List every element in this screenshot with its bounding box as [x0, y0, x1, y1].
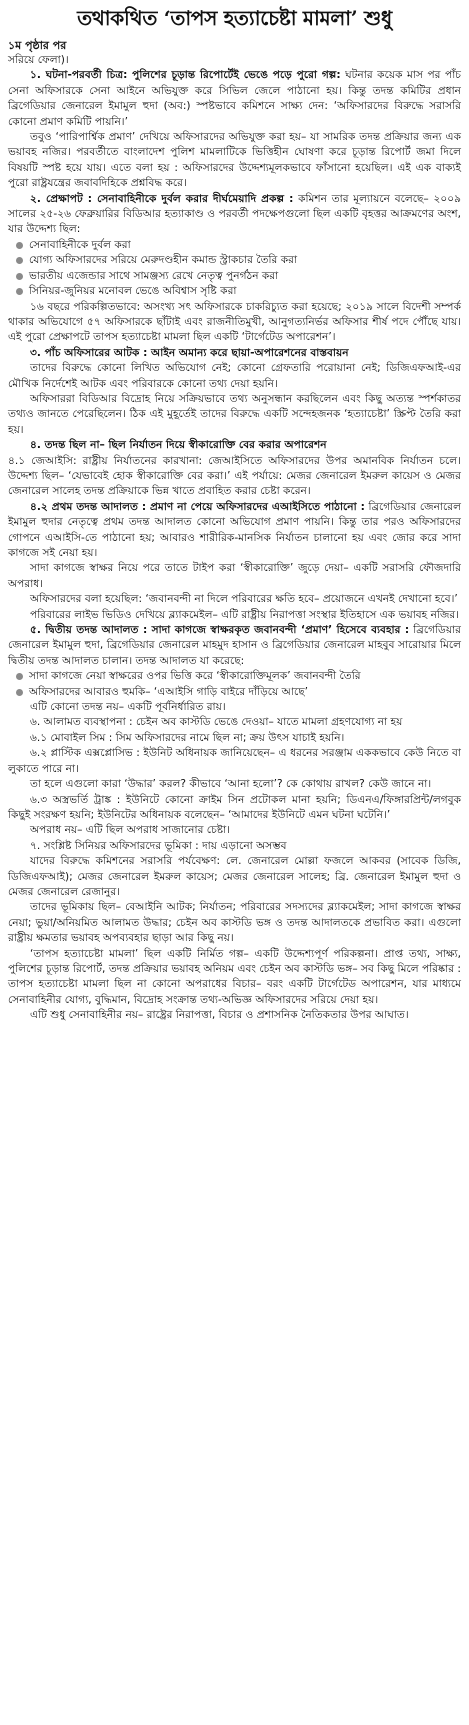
paragraph — [8, 854, 461, 900]
paragraph-text: অপরাধ নয়– এটি ছিল অপরাধ সাজানোর চেষ্টা। — [30, 824, 231, 837]
bullet-item: সেনাবাহিনীকে দুর্বল করা — [16, 238, 461, 253]
paragraph-text: তবুও ‘পারিপার্শ্বিক প্রমাণ’ দেখিয়ে অফিসারদের অভিযুক্ত করা হয়– যা সামরিক তদন্ত প্রক্রিয়ার জন্য এক ভয়াবহ নজির। পরবর্তীতে বাংলাদেশ পুলিশ মামলাটিকে ভিত্তিহীন ঘোষণা করে চূড়ান্ত রিপোর্ট জমা দিলে বিষয়টি স্পষ্ট হয়ে যায়। এতে বলা হয় : অফিসারদের উদ্দেশ্যমূলকভাবে ফাঁসানো হয়েছিল। এই এক বাক্যই পুরো রাষ্ট্রযন্ত্রের জবাবদিহিকে প্রশ্নবিদ্ধ করে। — [8, 131, 461, 190]
paragraph — [8, 823, 461, 838]
section-paragraph — [8, 500, 461, 562]
paragraph — [8, 300, 461, 346]
section-paragraph — [8, 438, 461, 453]
paragraph — [8, 608, 461, 623]
paragraph-text: এটি কোনো তদন্ত নয়– একটি পূর্বনির্ধারিত রায়। — [30, 701, 226, 714]
section-heading: ৫. দ্বিতীয় তদন্ত আদালত : সাদা কাগজে স্বাক্ষরকৃত জবানবন্দী ‘প্রমাণ’ হিসেবে ব্যবহার : — [30, 624, 410, 637]
paragraph-text: ঘটনার কয়েক মাস পর পাঁচ সেনা অফিসারকে সেনা আইনে অভিযুক্ত করে সিভিল জেলে পাঠানো হয়। কিন্তু তদন্ত কমিটির প্রধান ব্রিগেডিয়ার জেনারেল ইমামুল হুদা (অব:) স্পষ্টভাবে কমিশনে সাক্ষ্য দেন: ‘অফিসারদের বিরুদ্ধে সরাসরি কোনো প্রমাণ কমিটি পায়নি।’ — [8, 69, 461, 128]
bullet-item: সাদা কাগজে নেয়া স্বাক্ষরের ওপর ভিত্তি করে ‘স্বীকারোক্তিমূলক’ জবানবন্দী তৈরি — [16, 669, 461, 684]
paragraph-text: যাদের বিরুদ্ধে কমিশনের সরাসরি পর্যবেক্ষণ: লে. জেনারেল মোল্লা ফজলে আকবর (সাবেক ডিজি, ডিজিএফআই); মেজর জেনারেল ইমরুল কায়েস; মেজর জেনারেল সালেহ; ব্রি. জেনারেল ইমামুল হুদা ও মেজর জেনারেল রেজানুর। — [8, 855, 461, 898]
bullet-list — [8, 238, 461, 300]
paragraph-text: এটি শুধু সেনাবাহিনীর নয়– রাষ্ট্রের নিরাপত্তা, বিচার ও প্রশাসনিক নৈতিকতার উপর আঘাত। — [30, 1009, 409, 1022]
paragraph — [8, 392, 461, 438]
paragraph-text: ৬.১ মোবাইল সিম : সিম অফিসারদের নামে ছিল না; ক্রয় উৎস যাচাই হয়নি। — [30, 731, 345, 744]
paragraph-text: ৬. আলামত ব্যবস্থাপনা : চেইন অব কাস্টডি ভেঙে দেওয়া– যাতে মামলা গ্রহণযোগ্য না হয় — [30, 716, 403, 729]
paragraph — [8, 592, 461, 607]
paragraph — [8, 793, 461, 824]
paragraph-text: তা হলে এগুলো কারা ‘উদ্ধার’ করল? কীভাবে ‘আনা হলো’? কে কোথায় রাখল? কেউ জানে না। — [30, 778, 432, 791]
paragraph — [8, 561, 461, 592]
paragraph — [8, 947, 461, 1009]
headline: তথাকথিত ‘তাপস হত্যাচেষ্টা মামলা’ শুধু — [77, 6, 392, 30]
paragraph-text: ব্রিগেডিয়ার জেনারেল ইমামুল হুদা, ব্রিগেডিয়ার জেনারেল মাহমুদ হাসান ও ব্রিগেডিয়ার জেনারেল মাহবুব সারোয়ার মিলে দ্বিতীয় তদন্ত আদালত চালান। তদন্ত আদালত যা করেছে: — [8, 624, 461, 667]
bullet-item: অফিসারদের আবারও হুমকি– ‘এআইসি গাড়ি বাইরে দাঁড়িয়ে আছে’ — [16, 685, 461, 700]
paragraph — [8, 746, 461, 777]
section-heading: ৪. তদন্ত ছিল না– ছিল নির্যাতন দিয়ে স্বীকারোক্তি বের করার অপারেশন — [30, 439, 327, 452]
paragraph — [8, 1008, 461, 1023]
section-heading: ১. ঘটনা-পরবর্তী চিত্র: পুলিশের চূড়ান্ত রিপোর্টেই ভেঙে পড়ে পুরো গল্প: — [30, 69, 341, 82]
paragraph — [8, 700, 461, 715]
paragraph-text: ৪.১ জেআইসি: রাষ্ট্রীয় নির্যাতনের কারখানা: জেআইসিতে অফিসারদের উপর অমানবিক নির্যাতন চলে। উদ্দেশ্য ছিল– ‘যেভাবেই হোক স্বীকারোক্তি বের করা।’ এই পর্যায়ে: মেজর জেনারেল ইমরুল কায়েস ও মেজর জেনারেল সালেহ তদন্ত প্রক্রিয়াকে ভিন্ন খাতে প্রবাহিত করার চেষ্টা করেন। — [8, 454, 461, 498]
paragraph — [8, 731, 461, 746]
section-heading: ২. প্রেক্ষাপট : সেনাবাহিনীকে দুর্বল করার দীর্ঘমেয়াদি প্রকল্প : — [30, 192, 294, 205]
paragraph — [8, 53, 461, 68]
paragraph — [8, 839, 461, 854]
paragraph — [8, 777, 461, 792]
section-paragraph — [8, 346, 461, 361]
paragraph-text: পরিবারের লাইভ ভিডিও দেখিয়ে ব্ল্যাকমেইল– এটি রাষ্ট্রীয় নিরাপত্তা সংস্থার ইতিহাসে এক ভয়াবহ নজির। — [30, 608, 460, 621]
section-heading: ৪.২ প্রথম তদন্ত আদালত : প্রমাণ না পেয়ে অফিসারদের এআইসিতে পাঠানো : — [30, 500, 365, 513]
section-paragraph — [8, 68, 461, 130]
bullet-item: যোগ্য অফিসারদের সরিয়ে মেরুদণ্ডহীন কমান্ড স্ট্রাকচার তৈরি করা — [16, 253, 461, 268]
article-body — [8, 53, 461, 1024]
section-paragraph — [8, 192, 461, 238]
continued-from-label: ১ম পৃষ্ঠার পর — [8, 39, 67, 52]
paragraph — [8, 900, 461, 946]
bullet-item: ভারতীয় এজেন্ডার সাথে সামঞ্জস্য রেখে নেতৃত্ব পুনর্গঠন করা — [16, 269, 461, 284]
paragraph-text: ৬.২ প্লাস্টিক এক্সপ্লোসিভ : ইউনিট অধিনায়ক জানিয়েছেন– এ ধরনের সরঞ্জাম এককভাবে কেউ নিতে বা লুকাতে পারে না। — [8, 747, 461, 775]
paragraph-text: ৭. সংশ্লিষ্ট সিনিয়র অফিসারদের ভূমিকা : দায় এড়ানো অসম্ভব — [30, 839, 287, 852]
paragraph — [8, 361, 461, 392]
paragraph-text: ব্রিগেডিয়ার জেনারেল ইমামুল হুদার নেতৃত্বে প্রথম তদন্ত আদালত কোনো অভিযোগ প্রমাণ পায়নি। কিন্তু তার পরও অফিসারদের গোপনে এআইসি-তে পাঠানো হয়; আবারও শারীরিক-মানসিক নির্যাতন চালানো হয় এবং জোর করে সাদা কাগজে সই নেয়া হয়। — [8, 500, 461, 559]
paragraph-text: ৬.৩ অস্ত্রভর্তি ট্রাঙ্ক : ইউনিটে কোনো ক্রাইম সিন প্রটোকল মানা হয়নি; ডিএনএ/ফিঙ্গারপ্রিন্ট/লগবুক কিছুই সংরক্ষণ হয়নি; ইউনিটের অধিনায়ক বলেছেন– ‘আমাদের ইউনিটে এমন ঘটনা ঘটেনি।’ — [8, 793, 461, 821]
paragraph-text: অফিসারদের বলা হয়েছিল: ‘জবানবন্দী না দিলে পরিবারের ক্ষতি হবে– প্রয়োজনে এখনই দেখানো হবে।’ — [30, 593, 458, 606]
paragraph — [8, 454, 461, 500]
paragraph — [8, 130, 461, 192]
section-heading: ৩. পাঁচ অফিসারের আটক : আইন অমান্য করে ছায়া-অপারেশনের বাস্তবায়ন — [30, 346, 349, 359]
paragraph-text: সাদা কাগজে স্বাক্ষর নিয়ে পরে তাতে টাইপ করা ‘স্বীকারোক্তি’ জুড়ে দেয়া– একটি সরাসরি ফৌজদারি অপরাধ। — [8, 562, 461, 590]
paragraph-text: তাদের বিরুদ্ধে কোনো লিখিত অভিযোগ নেই; কোনো গ্রেফতারি পরোয়ানা নেই; ডিজিএফআই-এর মৌখিক নির্দেশেই আটক এবং পরিবারকে কোনো তথ্য দেয়া হয়নি। — [8, 362, 461, 390]
paragraph-text: অফিসাররা বিডিআর বিদ্রোহ নিয়ে সক্রিয়ভাবে তথ্য অনুসন্ধান করছিলেন এবং কিছু অত্যন্ত স্পর্শকাতর তথ্যও জানতে পেরেছিলেন। ঠিক এই মুহূর্তেই তাদের বিরুদ্ধে একটি সন্দেহজনক ‘হত্যাচেষ্টা’ স্ক্রিপ্ট তৈরি করা হয়। — [8, 392, 461, 436]
paragraph-text: সরিয়ে ফেলা)। — [8, 54, 69, 66]
paragraph-text: কমিশন তার মূল্যায়নে বলেছে– ২০০৯ সালের ২৫-২৬ ফেব্রুয়ারির বিডিআর হত্যাকাণ্ড ও পরবর্তী পদক্ষেপগুলো ছিল একটি বৃহত্তর আক্রমণের অংশ, যার উদ্দেশ্য ছিল: — [8, 192, 461, 236]
paragraph — [8, 715, 461, 730]
paragraph-text: তাদের ভূমিকায় ছিল– বেআইনি আটক; নির্যাতন; পরিবারের সদস্যদের ব্ল্যাকমেইল; সাদা কাগজে স্বাক্ষর নেয়া; ভুয়া/অনিয়মিত আলামত উদ্ধার; চেইন অব কাস্টডি ভঙ্গ ও তদন্ত আদালতকে প্রভাবিত করা। এগুলো রাষ্ট্রীয় ক্ষমতার ভয়াবহ অপব্যবহার ছাড়া আর কিছু নয়। — [8, 901, 461, 945]
section-paragraph — [8, 623, 461, 669]
bullet-item: সিনিয়র-জুনিয়র মনোবল ভেঙে অবিশ্বাস সৃষ্টি করা — [16, 284, 461, 299]
paragraph-text: ‘তাপস হত্যাচেষ্টা মামলা’ ছিল একটি নির্মিত গল্প– একটি উদ্দেশ্যপূর্ণ পরিকল্পনা। প্রাপ্ত তথ্য, সাক্ষ্য, পুলিশের চূড়ান্ত রিপোর্ট, তদন্ত প্রক্রিয়ার ভয়াবহ অনিয়ম এবং চেইন অব কাস্টডি ভঙ্গ– সব কিছু মিলে পরিষ্কার : তাপস হত্যাচেষ্টা মামলা ছিল না কোনো অপরাধের বিচার– বরং একটি টার্গেটেড অপারেশন, যার মাধ্যমে সেনাবাহিনীর যোগ্য, বুদ্ধিমান, বিদ্রোহ সংক্রান্ত তথ্য-অভিজ্ঞ অফিসারদের সরিয়ে দেয়া হয়। — [8, 947, 461, 1006]
paragraph-text: ১৬ বছরে পরিকল্পিতভাবে: অসংখ্য সৎ অফিসারকে চাকরিচ্যুত করা হয়েছে; ২০১৯ সালে বিদেশী সম্পর্ক থাকার অভিযোগে ৫৭ অফিসারকে ছাঁটাই এবং রাজনীতিমুখী, আনুগত্যনির্ভর অফিসার শীর্ষ পদে পৌঁছে যায়। এই পুরো প্রেক্ষাপটে তাপস হত্যাচেষ্টা মামলা ছিল একটি ‘টার্গেটেড অপারেশন’। — [8, 300, 461, 344]
bullet-list — [8, 669, 461, 700]
